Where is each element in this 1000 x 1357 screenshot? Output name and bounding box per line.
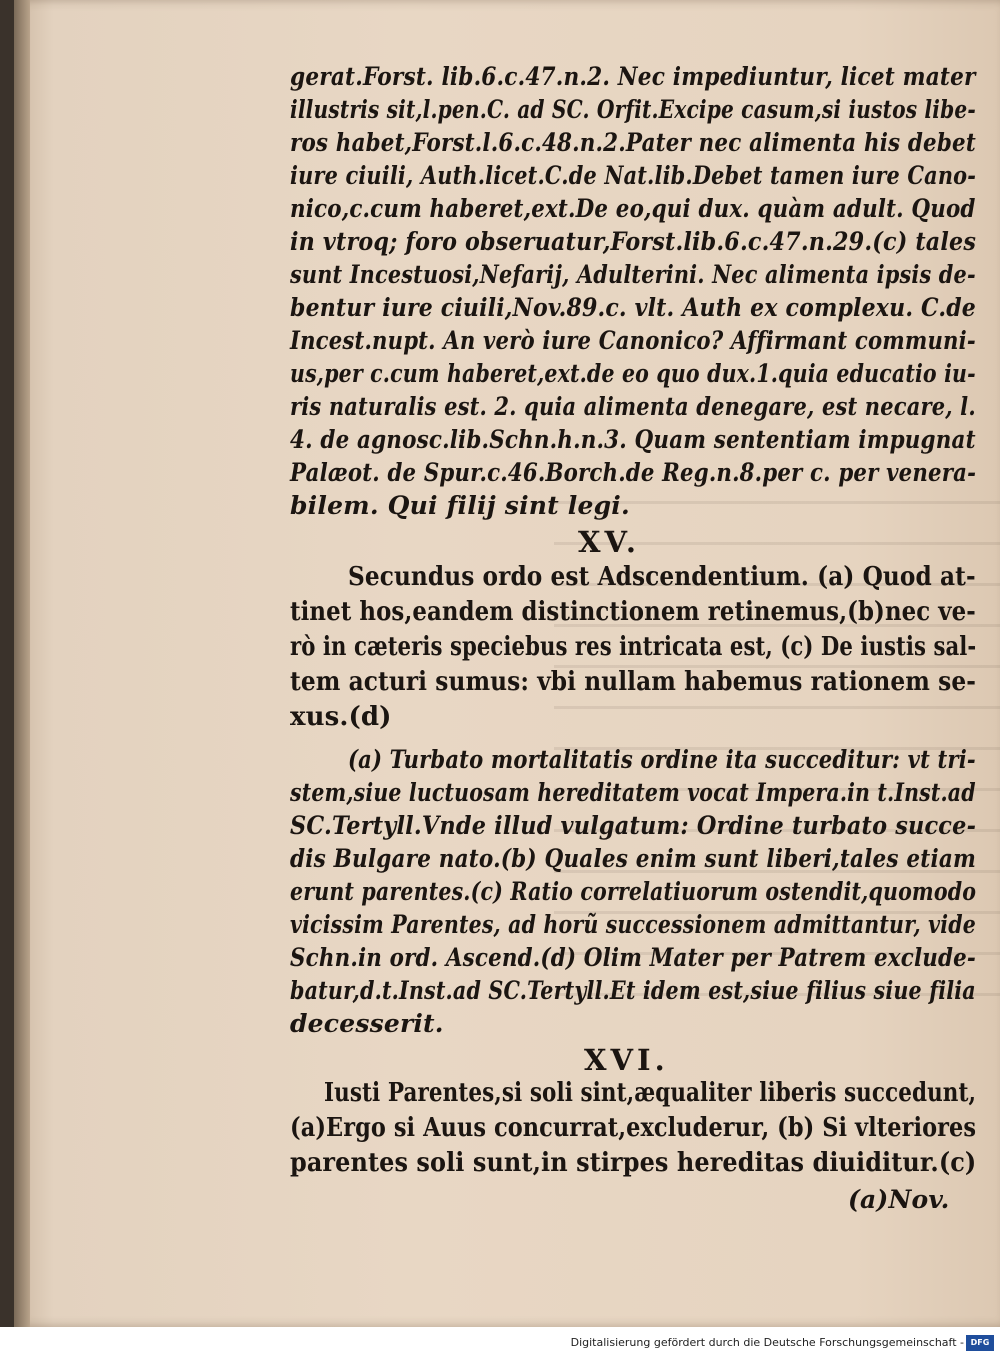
dfg-logo-icon: DFG <box>966 1335 994 1351</box>
text-line: bilem. Qui filij sint legi. <box>290 491 630 520</box>
text-line: in vtroq; foro obseruatur,Forst.lib.6.c.47.n.29.(c) tales <box>290 227 977 256</box>
text-line: ros habet,Forst.l.6.c.48.n.2.Pater nec alimenta his debet <box>290 128 976 157</box>
note-line: Schn.in ord. Ascend.(d) Olim Mater per Patrem exclude- <box>290 943 976 972</box>
text-line: iure ciuili, Auth.licet.C.de Nat.lib.Debet tamen iure Cano- <box>290 161 977 190</box>
text-line: parentes soli sunt,in stirpes hereditas diuiditur.(c) <box>290 1148 977 1178</box>
note-line: dis Bulgare nato.(b) Quales enim sunt liberi,tales etiam <box>290 844 976 873</box>
text-line: nico,c.cum haberet,ext.De eo,qui dux. quàm adult. Quod <box>290 194 976 223</box>
page-text <box>14 0 1000 1327</box>
text-line: xus.(d) <box>290 702 392 732</box>
text-line: Secundus ordo est Adscendentium. (a) Quod at- <box>348 562 976 592</box>
note-line: SC.Tertyll.Vnde illud vulgatum: Ordine turbato succe- <box>290 811 977 840</box>
text-line: Incest.nupt. An verò iure Canonico? Affirmant communi- <box>290 326 976 355</box>
note-line: erunt parentes.(c) Ratio correlatiuorum ostendit,quomodo <box>290 877 977 906</box>
note-line: decesserit. <box>290 1009 444 1038</box>
text-line: gerat.Forst. lib.6.c.47.n.2. Nec impediuntur, licet mater <box>290 62 976 91</box>
catchword: (a)Nov. <box>848 1185 950 1214</box>
section-heading-xv: XV. <box>578 525 641 559</box>
text-line: ris naturalis est. 2. quia alimenta denegare, est necare, l. <box>290 392 976 421</box>
note-line: stem,siue luctuosam hereditatem vocat Impera.in t.Inst.ad <box>290 778 976 807</box>
book-page <box>14 0 1000 1327</box>
text-line: (a)Ergo si Auus concurrat,excluderur, (b) Si vlteriores <box>290 1113 977 1143</box>
text-line: sunt Incestuosi,Nefarij, Adulterini. Nec alimenta ipsis de- <box>290 260 976 289</box>
section-heading-xvi: XVI. <box>584 1043 669 1077</box>
text-line: bentur iure ciuili,Nov.89.c. vlt. Auth ex complexu. C.de <box>290 293 977 322</box>
text-line: Palæot. de Spur.c.46.Borch.de Reg.n.8.per c. per venera- <box>290 458 977 487</box>
text-line: rò in cæteris speciebus res intricata est, (c) De iustis sal- <box>290 632 977 662</box>
note-line: (a) Turbato mortalitatis ordine ita succeditur: vt tri- <box>348 745 976 774</box>
text-line: tinet hos,eandem distinctionem retinemus,(b)nec ve- <box>290 597 976 627</box>
footer-bar <box>0 1327 1000 1357</box>
text-line: Iusti Parentes,si soli sint,æqualiter liberis succedunt, <box>324 1078 977 1108</box>
text-line: tem acturi sumus: vbi nullam habemus rationem se- <box>290 667 977 697</box>
text-line: illustris sit,l.pen.C. ad SC. Orfit.Excipe casum,si iustos libe- <box>290 95 976 124</box>
text-line: 4. de agnosc.lib.Schn.h.n.3. Quam sententiam impugnat <box>290 425 976 454</box>
note-line: vicissim Parentes, ad horũ successionem admittantur, vide <box>290 910 976 939</box>
funding-credit: Digitalisierung gefördert durch die Deutsche Forschungsgemeinschaft - <box>570 1336 964 1349</box>
note-line: batur,d.t.Inst.ad SC.Tertyll.Et idem est,siue filius siue filia <box>290 976 976 1005</box>
text-line: us,per c.cum haberet,ext.de eo quo dux.1.quia educatio iu- <box>290 359 976 388</box>
